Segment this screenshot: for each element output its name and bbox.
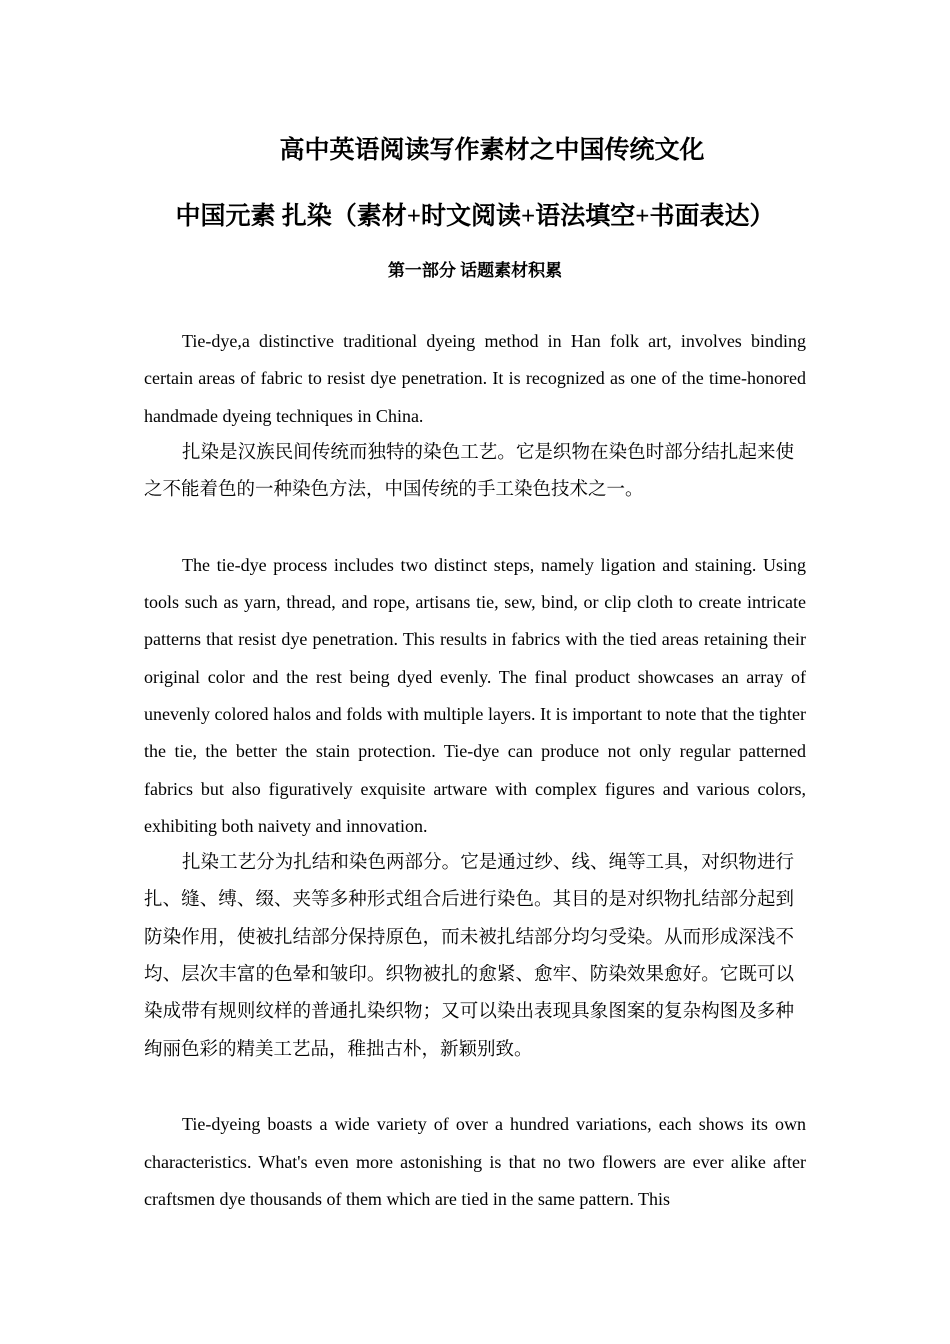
paragraph-spacer: [144, 509, 806, 546]
section-heading: 第一部分 话题素材积累: [387, 261, 563, 280]
paragraph-en-2: The tie-dye process includes two distinct steps, namely ligation and staining. Using tools such as yarn, thread, and rope, artisans tie, sew, bind, or clip cloth to create intricate patterns that resist dye penetration. This results in fabrics with the tied areas retaining their original color and the rest being dyed evenly. The final product showcases an array of unevenly colored halos and folds with multiple layers. It is important to note that the tighter the tie, the better the stain protection. Tie-dye can produce not only regular patterned fabrics but also figuratively exquisite artware with complex figures and various colors, exhibiting both naivety and innovation.: [144, 554, 806, 836]
page-subtitle: 中国元素 扎染（素材+时文阅读+语法填空+书面表达）: [175, 203, 775, 230]
paragraph-en-3: Tie-dyeing boasts a wide variety of over a hundred variations, each shows its own characteristics. What's even more astonishing is that no two flowers are ever alike after craftsmen dye thousands of them which are tied in the same pattern. This: [144, 1114, 806, 1209]
document-body: [144, 323, 806, 1218]
paragraph-zh-1: 扎染是汉族民间传统而独特的染色工艺。它是织物在染色时部分结扎起来使之不能着色的一种染色方法，中国传统的手工染色技术之一。: [144, 442, 794, 501]
page-title: 高中英语阅读写作素材之中国传统文化: [279, 137, 705, 164]
paragraph-en-1: Tie-dye,a distinctive traditional dyeing method in Han folk art, involves binding certain areas of fabric to resist dye penetration. It is recognized as one of the time-honored handmade dyeing techniques in China.: [144, 331, 806, 426]
paragraph-spacer: [144, 1069, 806, 1106]
paragraph-zh-2: 扎染工艺分为扎结和染色两部分。它是通过纱、线、绳等工具，对织物进行扎、缝、缚、缀、夹等多种形式组合后进行染色。其目的是对织物扎结部分起到防染作用，使被扎结部分保持原色，而未被扎结部分均匀受染。从而形成深浅不均、层次丰富的色晕和皱印。织物被扎的愈紧、愈牢、防染效果愈好。它既可以染成带有规则纹样的普通扎染织物；又可以染出表现具象图案的复杂构图及多种绚丽色彩的精美工艺品，稚拙古朴，新颖别致。: [144, 853, 794, 1060]
